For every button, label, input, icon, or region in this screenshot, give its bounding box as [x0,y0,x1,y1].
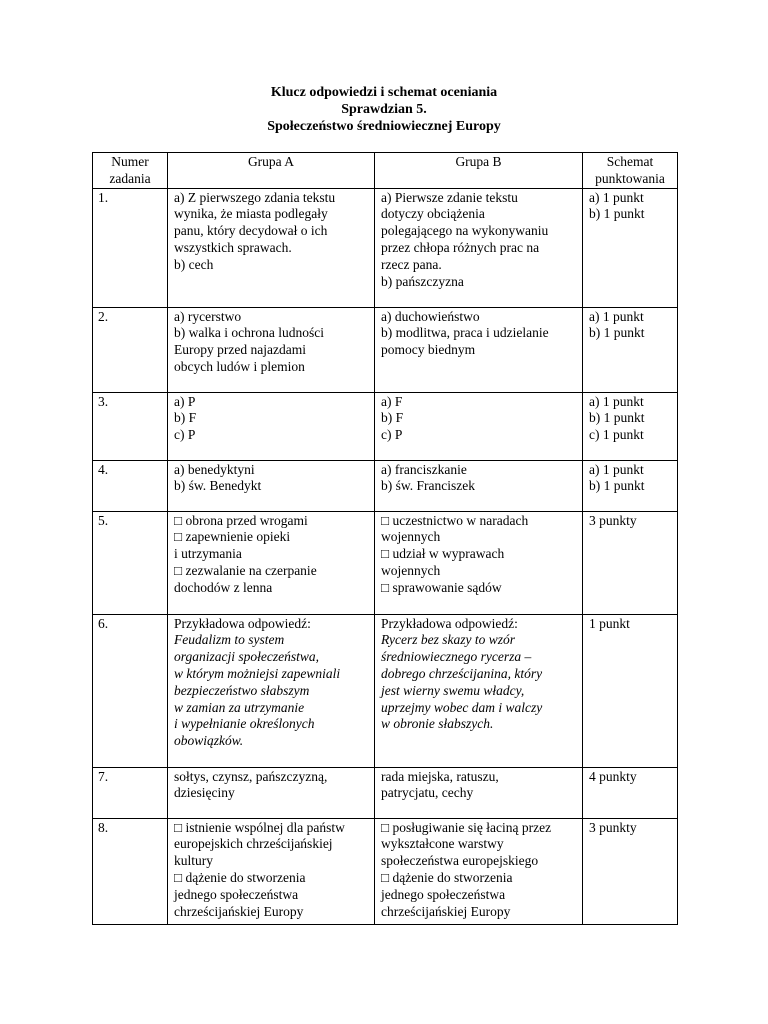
task-number: 6. [93,614,168,767]
task-number: 7. [93,767,168,818]
group-a-answer-line: □ dążenie do stworzenia [174,869,306,885]
task-number: 1. [93,188,168,307]
group-a-answer-line: bezpieczeństwo słabszym [174,682,310,698]
group-b-answer [375,511,583,614]
group-b-answer-line: □ sprawowanie sądów [381,579,502,595]
group-b-answer-line: □ udział w wyprawach [381,546,505,562]
group-b-answer-line: wykształcone warstwy [381,836,504,852]
group-b-answer-line: a) Pierwsze zdanie tekstu [381,189,518,205]
table-body [93,188,678,924]
group-b-answer-line: jest wierny swemu władcy, [381,682,525,698]
group-b-answer [375,307,583,392]
group-b-answer [375,818,583,924]
table-header-row [93,153,678,189]
scoring-line: b) 1 punkt [589,410,645,426]
group-b-answer-line: dobrego chrześcijanina, który [381,665,543,681]
group-a-answer [168,511,375,614]
table-row [93,767,678,818]
header-task-number: Numer zadania [93,153,168,189]
group-a-answer-line: dziesięciny [174,785,235,801]
scoring [583,392,678,460]
group-b-answer-line: polegającego na wykonywaniu [381,223,549,239]
scoring-line: 4 punkty [589,768,637,784]
document-title [0,84,768,135]
group-b-answer-line: wojennych [381,562,441,578]
group-b-answer-line: Rycerz bez skazy to wzór [381,632,515,648]
group-a-answer-line: Europy przed najazdami [174,342,306,358]
group-a-answer-line: □ istnienie wspólnej dla państw [174,819,345,835]
group-b-answer [375,188,583,307]
group-a-answer [168,188,375,307]
table-row [93,460,678,511]
table-row [93,392,678,460]
scoring-line: a) 1 punkt [589,189,644,205]
group-a-answer [168,460,375,511]
group-a-answer-line: wszystkich sprawach. [174,239,292,255]
group-a-answer-line: w zamian za utrzymanie [174,699,305,715]
group-a-answer-line: a) Z pierwszego zdania tekstu [174,189,336,205]
group-b-answer-line: a) franciszkanie [381,461,467,477]
group-b-answer-line: b) modlitwa, praca i udzielanie [381,325,549,341]
group-a-answer-line: kultury [174,853,213,869]
group-b-answer-line: jednego społeczeństwa [381,886,506,902]
title-line-1: Klucz odpowiedzi i schemat oceniania [270,85,498,100]
group-a-answer-line: Przykładowa odpowiedź: [174,615,311,631]
group-a-answer-line: c) P [174,427,196,443]
group-b-answer-line: □ posługiwanie się łaciną przez [381,819,552,835]
group-a-answer-line: chrześcijańskiej Europy [174,903,304,919]
scoring [583,614,678,767]
task-number: 2. [93,307,168,392]
group-a-answer-line: w którym możniejsi zapewniali [174,665,341,681]
scoring [583,307,678,392]
group-b-answer [375,767,583,818]
table-row [93,188,678,307]
group-b-answer-line: b) św. Franciszek [381,478,475,494]
scoring [583,511,678,614]
group-b-answer-line: b) F [381,410,404,426]
scoring [583,767,678,818]
group-a-answer [168,307,375,392]
header-group-a: Grupa A [168,153,375,189]
title-line-2: Sprawdzian 5. [341,102,427,117]
group-b-answer-line: a) duchowieństwo [381,308,480,324]
table-row [93,511,678,614]
group-a-answer-line: organizacji społeczeństwa, [174,649,319,665]
scoring [583,818,678,924]
group-b-answer-line: uprzejmy wobec dam i walczy [381,699,543,715]
table-row [93,614,678,767]
group-a-answer-line: obowiązków. [174,733,244,749]
group-a-answer-line: i wypełnianie określonych [174,716,315,732]
task-number: 5. [93,511,168,614]
group-a-answer-line: a) rycerstwo [174,308,242,324]
group-a-answer-line: panu, który decydował o ich [174,223,328,239]
scoring-line: a) 1 punkt [589,308,644,324]
scoring-line: b) 1 punkt [589,478,645,494]
group-b-answer-line: średniowiecznego rycerza – [381,649,532,665]
group-b-answer-line: b) pańszczyzna [381,273,464,289]
group-b-answer-line: społeczeństwa europejskiego [381,853,539,869]
group-b-answer-line: Przykładowa odpowiedź: [381,615,518,631]
group-b-answer-line: patrycjatu, cechy [381,785,474,801]
group-b-answer-line: pomocy biednym [381,342,476,358]
group-b-answer-line: rada miejska, ratuszu, [381,768,499,784]
group-a-answer-line: Feudalizm to system [174,632,285,648]
group-a-answer-line: wynika, że miasta podlegały [174,206,328,222]
group-a-answer-line: □ zezwalanie na czerpanie [174,562,317,578]
table-row [93,307,678,392]
task-number: 4. [93,460,168,511]
group-a-answer [168,392,375,460]
scoring-line: b) 1 punkt [589,325,645,341]
scoring-line: 1 punkt [589,615,630,631]
group-a-answer-line: b) cech [174,256,214,272]
group-b-answer-line: □ uczestnictwo w naradach [381,512,529,528]
header-scoring: Schemat punktowania [583,153,678,189]
title-line-3: Społeczeństwo średniowiecznej Europy [267,119,501,134]
group-b-answer-line: dotyczy obciążenia [381,206,485,222]
group-b-answer-line: c) P [381,427,403,443]
header-group-b: Grupa B [375,153,583,189]
group-b-answer-line: przez chłopa różnych prac na [381,239,540,255]
task-number: 8. [93,818,168,924]
group-a-answer-line: a) benedyktyni [174,461,255,477]
scoring [583,460,678,511]
group-b-answer [375,392,583,460]
scoring-line: b) 1 punkt [589,206,645,222]
group-a-answer [168,767,375,818]
group-a-answer-line: jednego społeczeństwa [174,886,299,902]
group-b-answer-line: w obronie słabszych. [381,716,494,732]
group-a-answer [168,818,375,924]
group-a-answer-line: b) F [174,410,197,426]
table-row [93,818,678,924]
group-a-answer-line: i utrzymania [174,546,242,562]
group-b-answer-line: chrześcijańskiej Europy [381,903,511,919]
scoring-line: 3 punkty [589,819,637,835]
scoring [583,188,678,307]
scoring-line: 3 punkty [589,512,637,528]
group-b-answer [375,460,583,511]
group-b-answer-line: wojennych [381,529,441,545]
group-a-answer-line: b) św. Benedykt [174,478,262,494]
group-a-answer-line: europejskich chrześcijańskiej [174,836,333,852]
group-a-answer-line: □ obrona przed wrogami [174,512,308,528]
answer-key-table [92,152,678,925]
group-a-answer-line: sołtys, czynsz, pańszczyzną, [174,768,328,784]
group-a-answer [168,614,375,767]
group-a-answer-line: obcych ludów i plemion [174,358,305,374]
group-a-answer-line: b) walka i ochrona ludności [174,325,324,341]
group-b-answer-line: rzecz pana. [381,256,442,272]
scoring-line: a) 1 punkt [589,461,644,477]
scoring-line: a) 1 punkt [589,393,644,409]
group-b-answer-line: □ dążenie do stworzenia [381,869,513,885]
group-a-answer-line: a) P [174,393,196,409]
scoring-line: c) 1 punkt [589,427,644,443]
task-number: 3. [93,392,168,460]
group-a-answer-line: □ zapewnienie opieki [174,529,291,545]
group-a-answer-line: dochodów z lenna [174,579,273,595]
group-b-answer-line: a) F [381,393,403,409]
group-b-answer [375,614,583,767]
